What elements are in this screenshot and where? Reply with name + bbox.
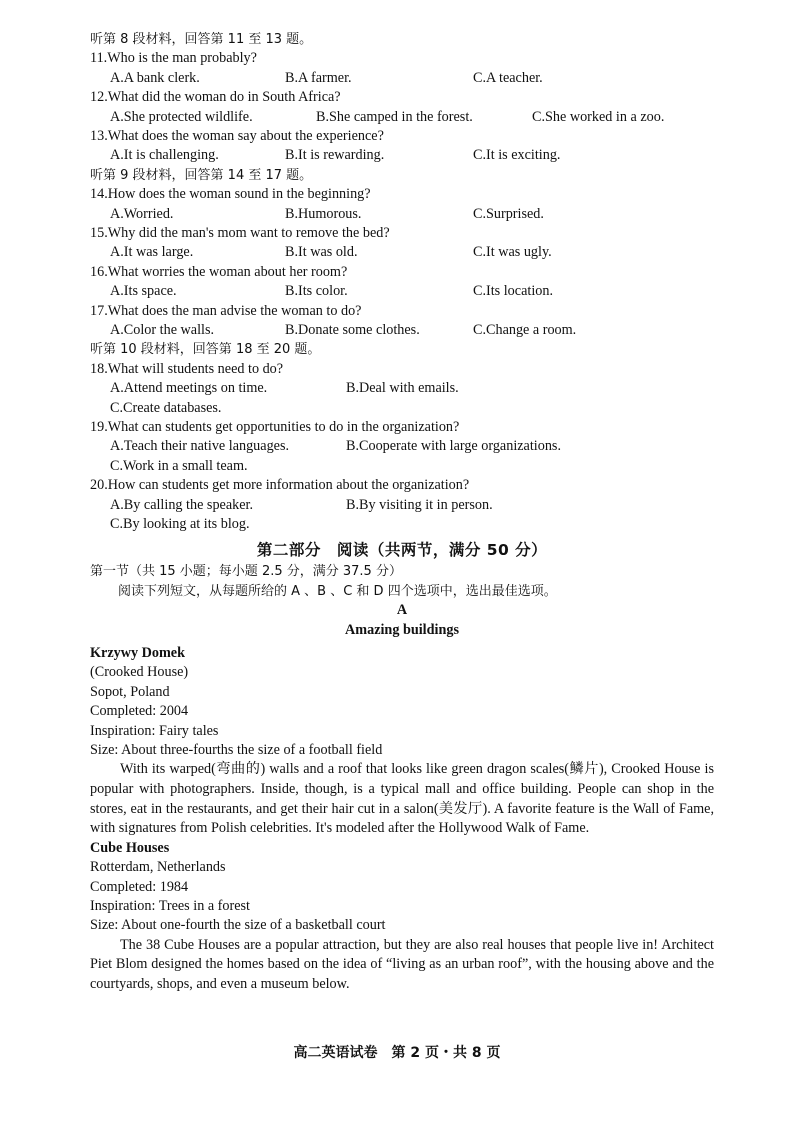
option-b: B.Its color. [285, 283, 348, 300]
page-footer: 高二英语试卷 第 2 页・共 8 页 [293, 1045, 501, 1061]
question-options [90, 399, 714, 418]
building-completed: Completed: 2004 [90, 703, 189, 720]
option-c: C.Surprised. [473, 205, 544, 222]
building-paragraph: The 38 Cube Houses are a popular attraction, but they are also real houses that people live in! Architect Piet Blom designed the homes based on the idea of “living as an urban roof”, with the housing above and the courtyards, shops, and even a museum below. [90, 936, 714, 993]
question-stem: 19.What can students get opportunities to do in the organization? [90, 418, 460, 435]
question-stem: 16.What worries the woman about her room? [90, 263, 348, 280]
option-b: B.It was old. [285, 244, 358, 261]
option-b: B.She camped in the forest. [316, 108, 473, 125]
building-size: Size: About one-fourth the size of a basketball court [90, 917, 386, 934]
question-options [90, 205, 714, 224]
section-title: 第一节（共 15 小题；每小题 2.5 分，满分 37.5 分） [90, 564, 402, 580]
option-b: B.Donate some clothes. [285, 322, 420, 338]
question-options [90, 243, 714, 262]
section-header: 听第 9 段材料，回答第 14 至 17 题。 [90, 167, 313, 183]
question-stem: 13.What does the woman say about the experience? [90, 128, 384, 144]
option-c: C.A teacher. [473, 69, 543, 86]
passage-title: Amazing buildings [345, 621, 459, 638]
option-c: C.It was ugly. [473, 244, 552, 261]
passage-letter: A [396, 602, 408, 619]
question-stem: 14.How does the woman sound in the beginning? [90, 186, 371, 203]
building-alt-name: (Crooked House) [90, 664, 189, 681]
question-options [90, 457, 714, 476]
question-stem: 12.What did the woman do in South Africa? [90, 89, 341, 106]
option-a: A.Teach their native languages. [110, 438, 290, 455]
option-c: C.She worked in a zoo. [532, 108, 665, 125]
option-a: A.She protected wildlife. [110, 108, 253, 125]
building-location: Sopot, Poland [90, 683, 170, 700]
building-name: Cube Houses [90, 839, 170, 856]
option-a: A.Its space. [110, 283, 177, 300]
option-b: B.It is rewarding. [285, 147, 385, 164]
building-completed: Completed: 1984 [90, 878, 189, 895]
option-a: A.It was large. [110, 244, 194, 261]
option-a: A.Color the walls. [110, 322, 215, 338]
option-b: B.Cooperate with large organizations. [346, 438, 561, 455]
section-header: 听第 8 段材料，回答第 11 至 13 题。 [90, 32, 313, 47]
question-stem: 15.Why did the man's mom want to remove the bed? [90, 225, 390, 241]
option-a: A.Worried. [110, 205, 174, 222]
question-options [90, 146, 714, 165]
question-options [90, 282, 714, 301]
question-stem: 20.How can students get more information about the organization? [90, 477, 470, 494]
part-title: 第二部分 阅读（共两节，满分 50 分） [256, 541, 548, 560]
option-a: A.A bank clerk. [110, 69, 200, 86]
question-stem: 17.What does the man advise the woman to do? [90, 302, 362, 319]
question-options [90, 69, 714, 88]
instructions: 阅读下列短文，从每题所给的 A 、B 、C 和 D 四个选项中，选出最佳选项。 [118, 583, 557, 599]
question-options [90, 321, 714, 340]
option-b: B.Deal with emails. [346, 380, 459, 397]
section-header: 听第 10 段材料，回答第 18 至 20 题。 [90, 342, 321, 358]
building-name: Krzywy Domek [90, 644, 185, 661]
option-c: C.Work in a small team. [110, 457, 248, 474]
building-inspiration: Inspiration: Trees in a forest [90, 898, 250, 915]
question-options [90, 515, 714, 534]
question-options [90, 108, 714, 127]
question-stem: 18.What will students need to do? [90, 360, 284, 377]
building-size: Size: About three-fourths the size of a football field [90, 742, 383, 759]
option-c: C.Change a room. [473, 322, 577, 338]
option-c: C.By looking at its blog. [110, 515, 250, 532]
option-a: A.It is challenging. [110, 147, 219, 164]
option-c: C.Its location. [473, 283, 553, 300]
option-c: C.Create databases. [110, 399, 222, 416]
question-options [90, 437, 714, 456]
option-c: C.It is exciting. [473, 147, 561, 164]
option-b: B.By visiting it in person. [346, 496, 493, 513]
option-a: A.By calling the speaker. [110, 496, 254, 513]
option-a: A.Attend meetings on time. [110, 380, 268, 397]
building-inspiration: Inspiration: Fairy tales [90, 722, 219, 739]
building-paragraph: With its warped(弯曲的) walls and a roof that looks like green dragon scales(鳞片), Crooked House is popular with photographers. Inside, though, is a typical mall and office building. People can shop in the stores, eat in the restaurants, and get their hair cut in a salon(美发厅). A favorite feature is the Wall of Fame, with signatures from Polish celebrities. It's modeled after the Hollywood Walk of Fame. [90, 761, 714, 837]
building-location: Rotterdam, Netherlands [90, 859, 226, 876]
option-b: B.A farmer. [285, 69, 352, 86]
exam-page [90, 30, 714, 995]
option-b: B.Humorous. [285, 205, 362, 222]
question-options [90, 496, 714, 515]
question-stem: 11.Who is the man probably? [90, 50, 257, 67]
question-options [90, 379, 714, 398]
